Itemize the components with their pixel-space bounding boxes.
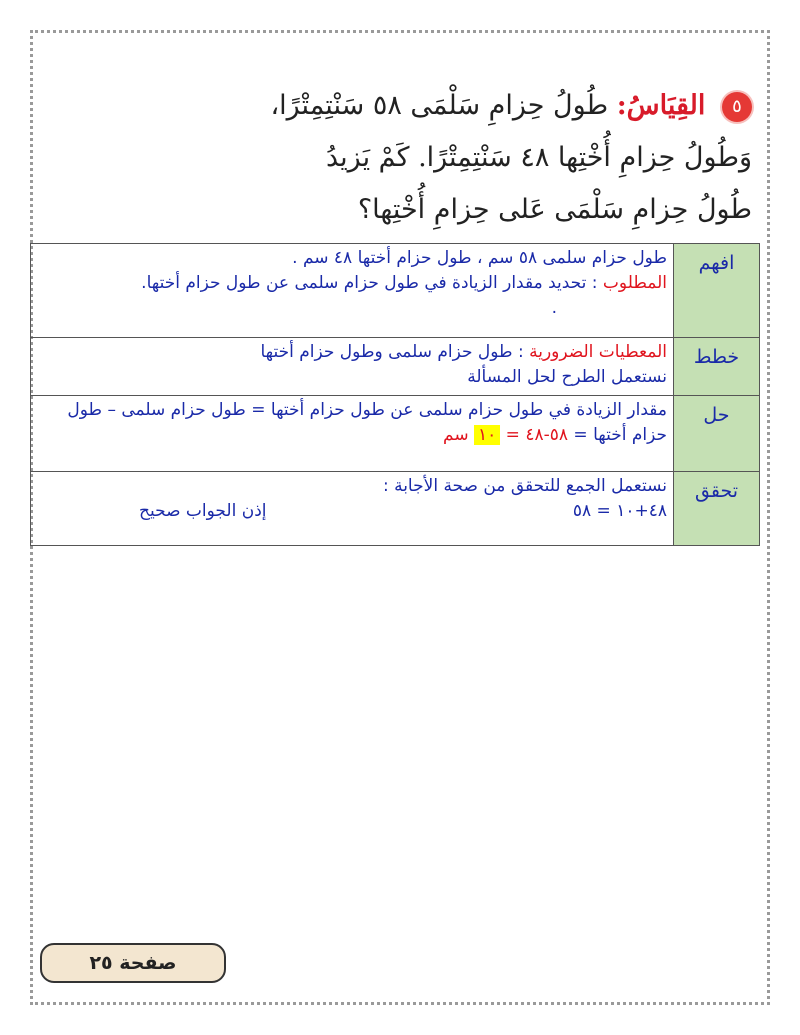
page-number-label: صفحة ٢٥ xyxy=(40,943,226,983)
step-label-understand: افهم xyxy=(674,244,760,338)
step-label-verify: تحقق xyxy=(674,472,760,546)
trailing-dot: . xyxy=(551,298,557,318)
plan-data-label: المعطيات الضرورية xyxy=(529,342,667,362)
step-label-plan: خطط xyxy=(674,338,760,396)
verify-equation: ٤٨+١٠ = ٥٨ xyxy=(572,501,667,521)
problem-topic-label: القِيَاسُ: xyxy=(616,90,706,121)
solve-expression: ٥٨-٤٨ = xyxy=(500,425,569,445)
problem-statement xyxy=(92,80,752,236)
verify-conclusion: إذن الجواب صحيح xyxy=(139,501,267,521)
solve-answer-highlight: ١٠ xyxy=(474,425,500,445)
plan-method: نستعمل الطرح لحل المسألة xyxy=(467,367,667,387)
plan-data-text: : طول حزام سلمى وطول حزام أختها xyxy=(260,342,530,362)
solution-steps-table xyxy=(30,243,760,546)
plan-data-line xyxy=(39,340,667,365)
verify-result-line xyxy=(39,499,667,524)
step-content-plan xyxy=(31,338,674,396)
step-label-solve: حل xyxy=(674,396,760,472)
problem-text-2: وَطُولُ حِزامِ أُخْتِها ٤٨ سَنْتِمِتْرًا. كَمْ يَزيدُ xyxy=(325,142,752,173)
step-row-solve xyxy=(31,396,760,472)
solve-statement: مقدار الزيادة في طول حزام سلمى عن طول حزام أختها = طول حزام سلمى – طول حزام أختها = xyxy=(67,400,667,445)
problem-line-1 xyxy=(92,80,752,132)
given-text: طول حزام سلمى ٥٨ سم ، طول حزام أختها ٤٨ سم . xyxy=(292,248,667,268)
required-description: : تحديد مقدار الزيادة في طول حزام سلمى عن طول حزام أختها. xyxy=(141,273,603,293)
step-row-plan xyxy=(31,338,760,396)
solve-unit: سم xyxy=(443,425,475,445)
problem-text-3: طُولُ حِزامِ سَلْمَى عَلى حِزامِ أُخْتِها؟ xyxy=(357,194,752,225)
step-content-solve xyxy=(31,396,674,472)
verify-method: نستعمل الجمع للتحقق من صحة الأجابة : xyxy=(382,476,667,496)
step-content-understand xyxy=(31,244,674,338)
required-text xyxy=(39,271,667,296)
step-row-verify xyxy=(31,472,760,546)
step-content-verify xyxy=(31,472,674,546)
problem-text-1: طُولُ حِزامِ سَلْمَى ٥٨ سَنْتِمِتْرًا، xyxy=(270,90,609,121)
step-row-understand xyxy=(31,244,760,338)
required-label: المطلوب xyxy=(602,273,667,293)
problem-number-badge: ٥ xyxy=(722,92,752,122)
